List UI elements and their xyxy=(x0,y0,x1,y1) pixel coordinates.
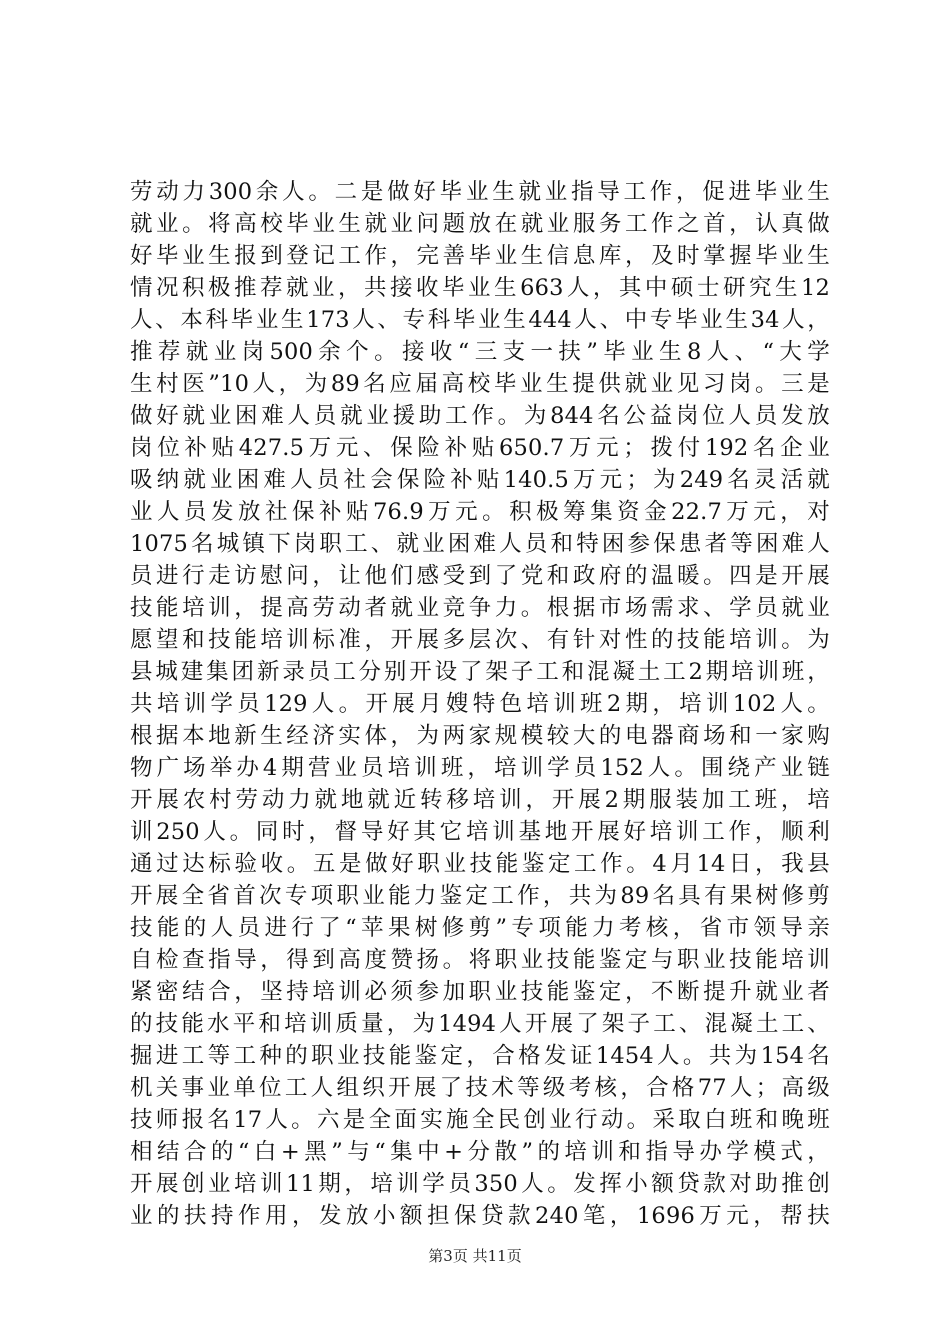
text-line: 根据本地新生经济实体，为两家规模较大的电器商场和一家购 xyxy=(130,723,830,749)
text-line: 的技能水平和培训质量，为1494人开展了架子工、混凝土工、 xyxy=(130,1011,830,1037)
text-line: 岗位补贴427.5万元、保险补贴650.7万元；拨付192名企业 xyxy=(130,435,830,461)
text-line: 推荐就业岗500余个。接收“三支一扶”毕业生8人、“大学 xyxy=(130,339,830,365)
text-line: 共培训学员129人。开展月嫂特色培训班2期，培训102人。 xyxy=(130,691,830,717)
text-line: 技能的人员进行了“苹果树修剪”专项能力考核，省市领导亲 xyxy=(130,915,830,941)
text-line: 生村医”10人，为89名应届高校毕业生提供就业见习岗。三是 xyxy=(130,371,830,397)
text-line: 物广场举办4期营业员培训班，培训学员152人。围绕产业链 xyxy=(130,755,830,781)
text-line: 县城建集团新录员工分别开设了架子工和混凝土工2期培训班， xyxy=(130,659,830,685)
text-line: 就业。将高校毕业生就业问题放在就业服务工作之首，认真做 xyxy=(130,211,830,237)
text-line: 技师报名17人。六是全面实施全民创业行动。采取白班和晚班 xyxy=(130,1107,830,1133)
body-text xyxy=(130,176,830,1232)
text-line: 吸纳就业困难人员社会保险补贴140.5万元；为249名灵活就 xyxy=(130,467,830,493)
text-line: 机关事业单位工人组织开展了技术等级考核，合格77人；高级 xyxy=(130,1075,830,1101)
page-footer: 第3页 共11页 xyxy=(428,1247,522,1265)
text-line: 紧密结合，坚持培训必须参加职业技能鉴定，不断提升就业者 xyxy=(130,979,830,1005)
text-line: 愿望和技能培训标准，开展多层次、有针对性的技能培训。为 xyxy=(130,627,830,653)
text-line: 开展创业培训11期，培训学员350人。发挥小额贷款对助推创 xyxy=(130,1171,830,1197)
text-line: 掘进工等工种的职业技能鉴定，合格发证1454人。共为154名 xyxy=(130,1043,830,1069)
text-line: 自检查指导，得到高度赞扬。将职业技能鉴定与职业技能培训 xyxy=(130,947,830,973)
text-line: 训250人。同时，督导好其它培训基地开展好培训工作，顺利 xyxy=(130,819,830,845)
text-line: 开展全省首次专项职业能力鉴定工作，共为89名具有果树修剪 xyxy=(130,883,830,909)
text-line: 1075名城镇下岗职工、就业困难人员和特困参保患者等困难人 xyxy=(130,531,830,557)
text-line: 业的扶持作用，发放小额担保贷款240笔，1696万元，帮扶 xyxy=(130,1203,830,1229)
text-line: 员进行走访慰问，让他们感受到了党和政府的温暖。四是开展 xyxy=(130,563,830,589)
text-line: 好毕业生报到登记工作，完善毕业生信息库，及时掌握毕业生 xyxy=(130,243,830,269)
text-line: 业人员发放社保补贴76.9万元。积极筹集资金22.7万元，对 xyxy=(130,499,830,525)
text-line: 做好就业困难人员就业援助工作。为844名公益岗位人员发放 xyxy=(130,403,830,429)
text-line: 技能培训，提高劳动者就业竞争力。根据市场需求、学员就业 xyxy=(130,595,830,621)
text-line: 通过达标验收。五是做好职业技能鉴定工作。4月14日，我县 xyxy=(130,851,830,877)
text-line: 相结合的“白+黑”与“集中+分散”的培训和指导办学模式， xyxy=(130,1139,830,1165)
text-line: 情况积极推荐就业，共接收毕业生663人，其中硕士研究生12 xyxy=(130,275,830,301)
text-line: 开展农村劳动力就地就近转移培训，开展2期服装加工班，培 xyxy=(130,787,830,813)
text-line: 劳动力300余人。二是做好毕业生就业指导工作，促进毕业生 xyxy=(130,179,830,205)
text-line: 人、本科毕业生173人、专科毕业生444人、中专毕业生34人， xyxy=(130,307,830,333)
